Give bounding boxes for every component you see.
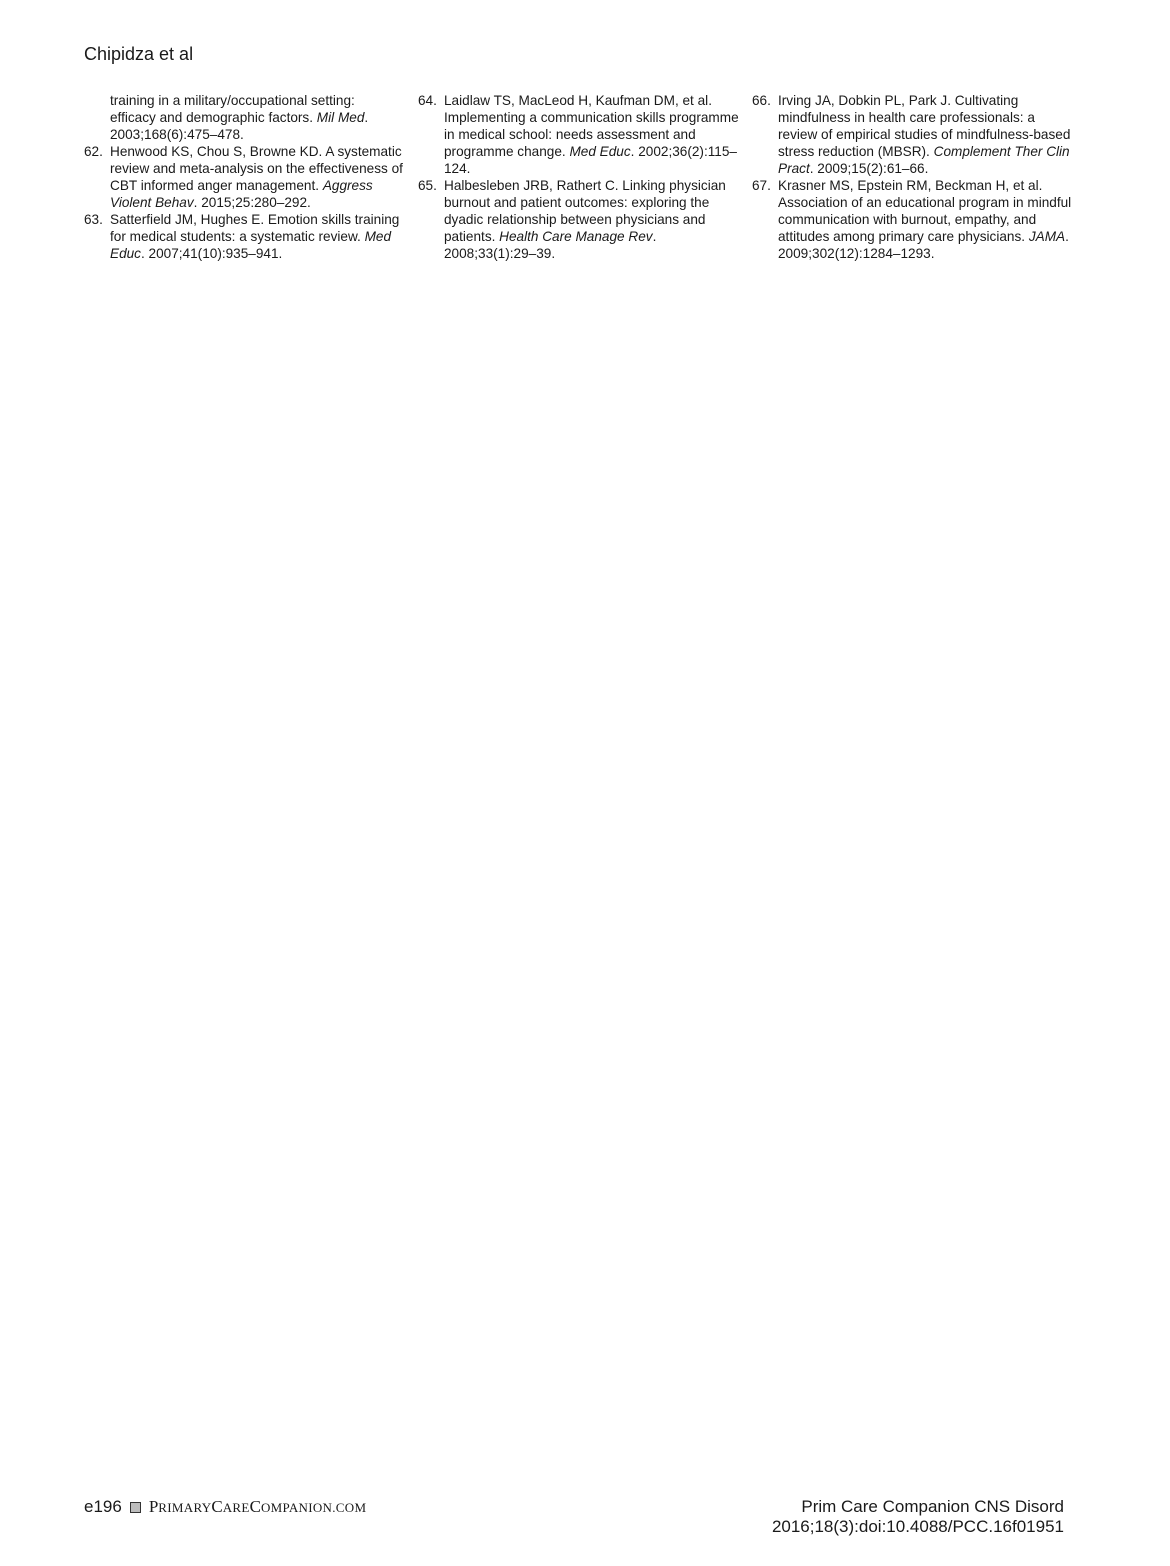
reference-column-1 <box>84 92 404 262</box>
reference-text-segment: Satterfield JM, Hughes E. Emotion skills training for medical students: a systematic review. <box>110 212 400 244</box>
site-smallcaps-ompanion: OMPANION <box>260 1500 333 1515</box>
reference-number: 67. <box>752 178 771 193</box>
reference-text <box>110 92 404 143</box>
reference-text <box>110 211 404 262</box>
reference-text <box>778 177 1074 262</box>
reference-text-segment: . 2009;15(2):61–66. <box>809 161 929 176</box>
site-name <box>149 1497 367 1517</box>
reference-number: 62. <box>84 144 103 159</box>
reference-number: 64. <box>418 93 437 108</box>
reference-item <box>752 177 1074 262</box>
site-initial-c: C <box>211 1497 223 1516</box>
reference-item <box>752 92 1074 177</box>
journal-title: Complement Ther Clin Pract <box>778 144 1070 176</box>
reference-text-segment: Krasner MS, Epstein RM, Beckman H, et al. Association of an educational program in mindful communication with burnout, empathy, and attitudes among primary care physicians. <box>778 178 1072 244</box>
reference-text-segment: training in a military/occupational setting: efficacy and demographic factors. <box>110 93 355 125</box>
reference-item <box>418 177 740 262</box>
reference-text-segment: . 2009;302(12):1284–1293. <box>778 229 1069 261</box>
reference-column-2 <box>418 92 740 262</box>
site-smallcaps-are: ARE <box>222 1500 250 1515</box>
page-number: e196 <box>84 1497 122 1516</box>
reference-text-segment: . 2003;168(6):475–478. <box>110 110 369 142</box>
reference-item <box>84 143 404 211</box>
reference-text-segment: Irving JA, Dobkin PL, Park J. Cultivating mindfulness in health care professionals: a review of empirical studies of mindfulness-based stress reduction (MBSR). <box>778 93 1071 159</box>
journal-title: Health Care Manage Rev <box>499 229 653 244</box>
running-head: Chipidza et al <box>84 44 194 64</box>
reference-text <box>444 177 740 262</box>
reference-text-segment: . 2002;36(2):115–124. <box>444 144 737 176</box>
journal-title: Med Educ <box>110 229 392 261</box>
reference-item <box>84 211 404 262</box>
reference-text <box>778 92 1074 177</box>
reference-text-segment: Henwood KS, Chou S, Browne KD. A systematic review and meta-analysis on the effectiveness of CBT informed anger management. <box>110 144 403 193</box>
reference-number: 65. <box>418 178 437 193</box>
journal-title: Med Educ <box>569 144 631 159</box>
reference-text-segment: Laidlaw TS, MacLeod H, Kaufman DM, et al. Implementing a communication skills programme in medical school: needs assessment and programme change. <box>444 93 739 159</box>
site-initial-p: P <box>148 1497 159 1516</box>
reference-column-3 <box>752 92 1074 262</box>
reference-number: 63. <box>84 212 103 227</box>
journal-title: Aggress Violent Behav <box>110 178 373 210</box>
reference-text-segment: . 2007;41(10):935–941. <box>140 246 283 261</box>
reference-text <box>444 92 740 177</box>
reference-item <box>418 92 740 177</box>
site-smallcaps-com: .COM <box>332 1500 367 1515</box>
square-bullet-icon <box>130 1502 141 1513</box>
journal-title: Mil Med <box>316 110 365 125</box>
reference-text <box>110 143 404 211</box>
doi-citation: 2016;18(3):doi:10.4088/PCC.16f01951 <box>771 1517 1064 1536</box>
page-footer-left <box>84 1497 366 1517</box>
page-footer-right <box>772 1497 1064 1537</box>
site-initial-c2: C <box>249 1497 261 1516</box>
reference-number: 66. <box>752 93 771 108</box>
journal-name: Prim Care Companion CNS Disord <box>801 1497 1064 1516</box>
reference-text-segment: . 2015;25:280–292. <box>193 195 311 210</box>
reference-text-segment: . 2008;33(1):29–39. <box>444 229 657 261</box>
site-smallcaps-rimary: RIMARY <box>158 1500 212 1515</box>
reference-item <box>84 92 404 143</box>
reference-text-segment: Halbesleben JRB, Rathert C. Linking physician burnout and patient outcomes: exploring the dyadic relationship between physicians and patients. <box>444 178 726 244</box>
journal-title: JAMA <box>1028 229 1066 244</box>
